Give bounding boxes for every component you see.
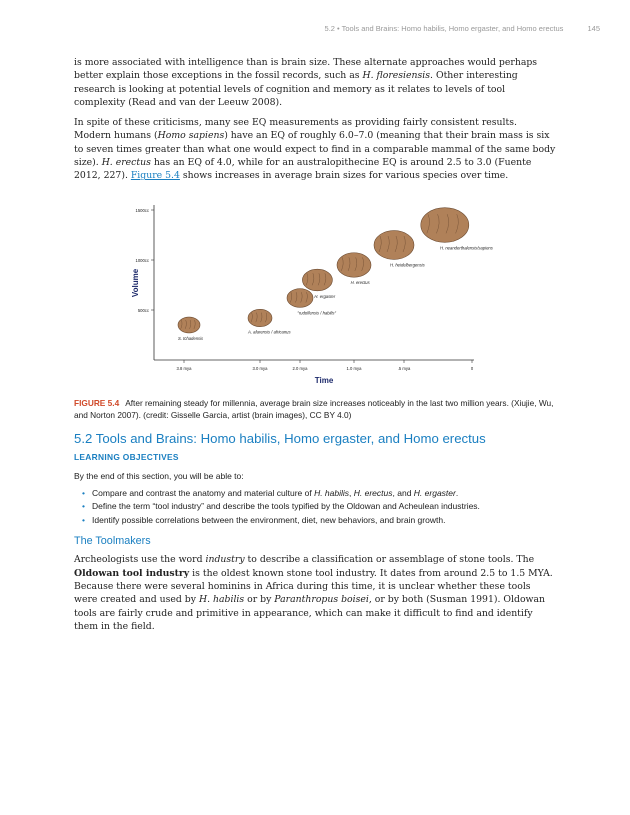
brain-marker (248, 309, 272, 326)
caption-label: FIGURE 5.4 (74, 397, 120, 408)
brain-label: H. neanderthalensis/sapiens (440, 244, 493, 250)
figure-caption (74, 397, 556, 422)
page-content (74, 56, 556, 640)
brain-shape (178, 317, 200, 333)
figure-link[interactable]: Figure 5.4 (130, 170, 180, 182)
objectives-list (74, 487, 556, 528)
brain-marker (178, 317, 200, 333)
running-title: 5.2 • Tools and Brains: Homo habilis, Homo ergaster, and Homo erectus (324, 24, 564, 33)
objective-item: • Identify possible correlations between the environment, diet, new behaviors, and brain growth. (84, 514, 556, 528)
running-header (325, 24, 600, 33)
paragraph-1: is more associated with intelligence than is brain size. These alternate approaches would perhaps better explain those exceptions in the fossil records, such as H. floresiensis. Other interesting research is looking at potential levels of cognition and memory as it relates to levels of tool complexity (Read and van der Leeuw 2008). (74, 57, 538, 108)
objective-item: • Define the term “tool industry” and describe the tools typified by the Oldowan and Acheulean industries. (84, 500, 556, 514)
toolmakers-heading: The Toolmakers (74, 535, 151, 548)
brain-marker (287, 288, 313, 307)
objectives-heading: LEARNING OBJECTIVES (74, 451, 179, 462)
brain-shape (248, 309, 272, 326)
brain-shape (374, 230, 414, 259)
caption-text: After remaining steady for millennia, average brain size increases noticeably in the last two million years. (Xiujie, Wu, and Norton 2007). (credit: Gisselle Garcia, artist (brain images), CC BY 4.0) (74, 397, 554, 421)
brain-label: H. ergaster (314, 293, 336, 299)
x-tick-label: 2.0 mya (292, 365, 308, 371)
brain-marker (302, 269, 332, 291)
page-number: 145 (587, 24, 600, 33)
y-axis-label: Volume (131, 268, 140, 297)
brain-marker (337, 252, 371, 276)
brain-shape (337, 252, 371, 276)
x-axis-label: Time (314, 375, 334, 385)
y-tick-label: 1500cc (135, 207, 149, 213)
paragraph-2: In spite of these criticisms, many see EQ measurements as providing fairly consistent results. Modern humans (Homo sapiens) have an EQ of roughly 6.0–7.0 (meaning that their brain mass is six to seven times greater than what one would expect to find in a comparable mammal of the same body size). H. erectus has an EQ of 4.0, while for an australopithecine EQ is around 2.5 to 3.0 (Fuente 2012, 227). Figure 5.4 shows increases in average brain sizes for various species over time. (74, 117, 556, 182)
brain-marker (421, 207, 469, 242)
y-tick-label: 1000cc (135, 257, 149, 263)
brain-marker (374, 230, 414, 259)
x-tick-label: .5 mya (397, 365, 411, 371)
x-tick-label: 3.8 mya (176, 365, 192, 371)
y-tick-label: 500cc (137, 307, 149, 313)
x-tick-label: 0 (470, 365, 474, 371)
brain-label: H. erectus (350, 279, 370, 285)
brain-label: A. afarensis / africanus (248, 329, 291, 335)
objective-item: • Compare and contrast the anatomy and material culture of H. habilis, H. erectus, and H. ergaster. (84, 487, 556, 501)
x-tick-label: 3.0 mya (252, 365, 268, 371)
brain-label: "rudolfensis / habilis" (297, 310, 336, 316)
brain-shape (421, 207, 469, 242)
brain-label: S. tchadensis (178, 335, 204, 341)
x-tick-label: 1.0 mya (346, 365, 362, 371)
objectives-intro: By the end of this section, you will be able to: (74, 470, 244, 481)
brain-size-figure (74, 195, 556, 391)
brain-label: H. heidelbergensis (390, 262, 425, 268)
toolmakers-paragraph: Archeologists use the word industry to describe a classification or assemblage of stone tools. The Oldowan tool industry is the oldest known stone tool industry. It dates from around 2.5 to 1.5 MYA. Because there were several hominins in Africa during this time, it is unclear whether these tools were created and used by H. habilis or by Paranthropus boisei, or by both (Susman 1991). Oldowan tools are fairly crude and primitive in appearance, which can make it difficult to find and identify them in the field. (74, 554, 553, 632)
brain-shape (302, 269, 332, 291)
brain-shape (287, 288, 313, 307)
section-title: 5.2 Tools and Brains: Homo habilis, Homo ergaster, and Homo erectus (74, 430, 486, 446)
brain-size-chart (74, 195, 556, 391)
